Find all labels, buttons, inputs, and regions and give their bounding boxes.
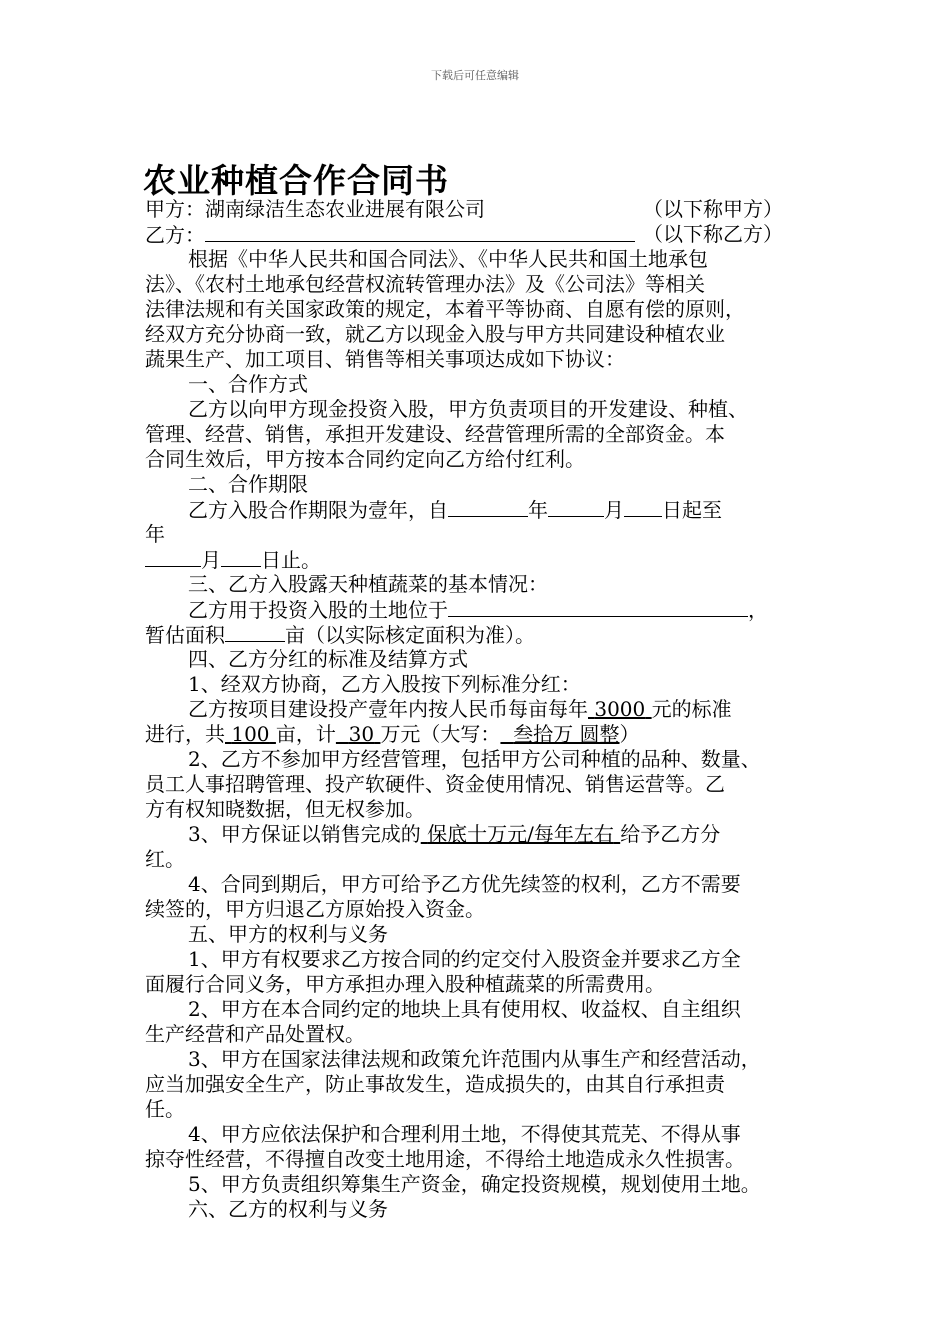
section-4-heading: 四、乙方分红的标准及结算方式 xyxy=(188,647,468,671)
section-5-line: 生产经营和产品处置权。 xyxy=(145,1022,365,1046)
party-a-alias: （以下称甲方） xyxy=(643,197,783,221)
end-day-blank xyxy=(221,547,261,567)
term-text: 乙方入股合作期限为壹年，自 xyxy=(188,498,448,522)
section-2-term-line xyxy=(145,497,810,522)
total-amount-value: 30 xyxy=(348,722,375,746)
preamble-line: 法》、《农村土地承包经营权流转管理办法》及《公司法》等相关 xyxy=(145,272,705,296)
location-blank xyxy=(448,597,748,617)
area-text: 暂估面积 xyxy=(145,623,225,647)
area-note-text: 亩（以实际核定面积为准）。 xyxy=(285,623,535,647)
day-end-text: 日止。 xyxy=(261,548,321,572)
rate-unit-text: 元的标准 xyxy=(651,697,732,721)
paren-close: ） xyxy=(619,722,640,746)
total-unit-text: 亩，计 xyxy=(275,722,336,746)
total-upper-value: 叁拾万 圆整 xyxy=(513,722,620,746)
section-4-item-2: 员工人事招聘管理、投产软硬件、资金使用情况、销售运营等。乙 xyxy=(145,772,725,796)
guarantee-amount-value: 保底十万元/每年左右 xyxy=(427,822,614,846)
section-3-location-line xyxy=(145,597,810,622)
section-5-line: 面履行合同义务，甲方承担办理入股种植蔬菜的所需费用。 xyxy=(145,972,665,996)
section-4-item-1: 1、经双方协商，乙方入股按下列标准分红： xyxy=(188,672,581,696)
month-text: 月 xyxy=(604,498,624,522)
section-1-heading: 一、合作方式 xyxy=(188,372,308,396)
section-5-line: 5、甲方负责组织筹集生产资金，确定投资规模，规划使用土地。 xyxy=(188,1172,761,1196)
preamble-line: 根据《中华人民共和国合同法》、《中华人民共和国土地承包 xyxy=(188,247,708,271)
party-a-name: 湖南绿洁生态农业进展有限公司 xyxy=(205,197,485,221)
section-5-line: 掠夺性经营，不得擅自改变土地用途，不得给土地造成永久性损害。 xyxy=(145,1147,745,1171)
section-5-line: 应当加强安全生产，防止事故发生，造成损失的，由其自行承担责 xyxy=(145,1072,725,1096)
start-month-blank xyxy=(548,497,604,517)
location-text: 乙方用于投资入股的土地位于 xyxy=(188,598,448,622)
rate-amount-value: 3000 xyxy=(594,697,646,721)
preamble-line: 蔬果生产、加工项目、销售等相关事项达成如下协议： xyxy=(145,347,625,371)
section-5-line: 1、甲方有权要求乙方按合同的约定交付入股资金并要求乙方全 xyxy=(188,947,741,971)
preamble-line: 经双方充分协商一致，就乙方以现金入股与甲方共同建设种植农业 xyxy=(145,322,725,346)
section-1-line: 乙方以向甲方现金投资入股，甲方负责项目的开发建设、种植、 xyxy=(188,397,748,421)
section-5-heading: 五、甲方的权利与义务 xyxy=(188,922,388,946)
contract-body xyxy=(145,197,810,1222)
total-upper-label: 万元（大写： xyxy=(380,722,501,746)
party-b-name-blank xyxy=(205,222,635,242)
end-month-blank xyxy=(145,547,201,567)
day-text: 日起至 xyxy=(662,498,722,522)
section-5-line: 3、甲方在国家法律法规和政策允许范围内从事生产和经营活动， xyxy=(188,1047,761,1071)
total-text: 进行，共 xyxy=(145,722,225,746)
section-1-line: 合同生效后，甲方按本合同约定向乙方给付红利。 xyxy=(145,447,585,471)
month-text: 月 xyxy=(201,548,221,572)
section-3-area-line xyxy=(145,622,810,647)
total-upper xyxy=(500,722,619,746)
start-day-blank xyxy=(624,497,662,517)
guarantee-amount xyxy=(421,822,620,846)
section-4-rate-line xyxy=(145,697,810,722)
rate-text: 乙方按项目建设投产壹年内按人民币每亩每年 xyxy=(188,697,588,721)
party-b-line xyxy=(145,222,810,247)
section-1-line: 管理、经营、销售，承担开发建设、经营管理所需的全部资金。本 xyxy=(145,422,725,446)
section-4-item-2: 2、乙方不参加甲方经营管理，包括甲方公司种植的品种、数量、 xyxy=(188,747,761,771)
section-4-item-4: 4、合同到期后，甲方可给予乙方优先续签的权利，乙方不需要 xyxy=(188,872,741,896)
preamble-line: 法律法规和有关国家政策的规定，本着平等协商、自愿有偿的原则， xyxy=(145,297,745,321)
section-3-heading: 三、乙方入股露天种植蔬菜的基本情况： xyxy=(188,572,548,596)
total-area-value: 100 xyxy=(231,722,270,746)
comma-text: ， xyxy=(748,598,768,622)
header-note: 下载后可任意编辑 xyxy=(431,69,519,82)
guarantee-text: 3、甲方保证以销售完成的 xyxy=(188,822,421,846)
section-4-total-line xyxy=(145,722,810,747)
section-4-item-4: 续签的，甲方归退乙方原始投入资金。 xyxy=(145,897,485,921)
year-text: 年 xyxy=(528,498,548,522)
section-6-heading: 六、乙方的权利与义务 xyxy=(188,1197,388,1221)
section-5-line: 2、甲方在本合同约定的地块上具有使用权、收益权、自主组织 xyxy=(188,997,741,1021)
section-4-item-3-cont: 红。 xyxy=(145,847,185,871)
total-area xyxy=(225,722,276,746)
document-title: 农业种植合作合同书 xyxy=(143,161,449,200)
section-5-line: 任。 xyxy=(145,1097,185,1121)
section-4-item-3 xyxy=(145,822,810,847)
section-2-year-line: 年 xyxy=(145,522,165,546)
rate-amount xyxy=(588,697,652,721)
party-a-line xyxy=(145,197,810,222)
party-b-label: 乙方： xyxy=(145,223,205,247)
guarantee-end-text: 给予乙方分 xyxy=(620,822,721,846)
section-2-end-line xyxy=(145,547,810,572)
section-5-line: 4、甲方应依法保护和合理利用土地，不得使其荒芜、不得从事 xyxy=(188,1122,741,1146)
total-amount xyxy=(336,722,381,746)
section-2-heading: 二、合作期限 xyxy=(188,472,308,496)
party-b-alias: （以下称乙方） xyxy=(643,222,783,246)
start-year-blank xyxy=(448,497,528,517)
area-blank xyxy=(225,622,285,642)
section-4-item-2: 方有权知晓数据，但无权参加。 xyxy=(145,797,425,821)
party-a-label: 甲方： xyxy=(145,197,205,221)
